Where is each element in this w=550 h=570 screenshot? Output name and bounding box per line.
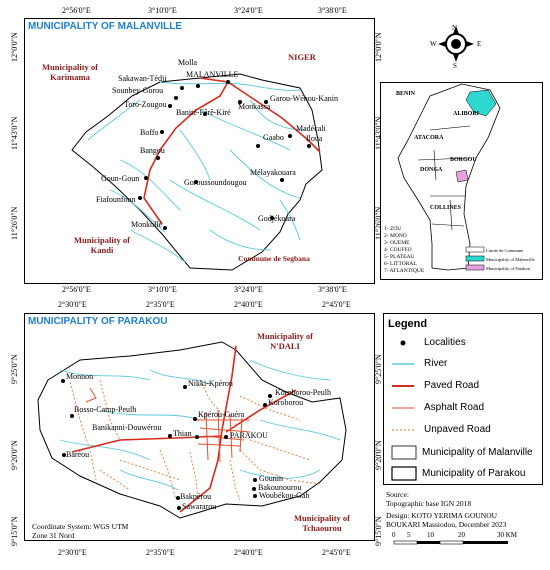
malanville-left-coord: 12°0'0"N [10, 32, 19, 62]
inset-key: Municipality of Malanville [486, 257, 535, 262]
scale-tick: 0 [392, 531, 396, 539]
place-label: Bakounourou [258, 483, 302, 492]
parakou-left-coord: 9°15'0"N [10, 516, 19, 546]
place-label: Goroussoundougou [184, 178, 247, 187]
parakou-right-coord: 9°25'0"N [374, 354, 383, 384]
inset-legend: 1- ZOU 2- MONO 3- OUEME 4- COUFFO 5- PLATEAU 6- LITTORAL 7- ATLANTIQUE [384, 226, 425, 274]
credits: Source: Topographic base IGN 2018 Design: KOTO YERIMA GOUNOU BOUKARI Massiodou, December 2023 [386, 490, 507, 529]
inset-label: DONGA [420, 167, 443, 173]
place-label: Woubékou-Gah [259, 491, 310, 500]
malanville-top-coord: 3°38'0"E [318, 6, 347, 15]
malanville-bottom-coord: 2°56'0"E [62, 285, 91, 294]
legend-title: Legend [388, 318, 428, 330]
place-label: Monkollé [131, 220, 163, 229]
legend-item: Municipality of Parakou [422, 468, 526, 479]
malanville-right-coord: 12°0'0"N [374, 32, 383, 62]
parakou-right-coord: 9°20'0"N [374, 440, 383, 470]
region-tchaourou: Municipality of Tchaourou [294, 513, 350, 533]
place-label: Gounin [259, 474, 283, 483]
inset-country: BENIN [396, 91, 416, 97]
place-label: Banité-Fêrê-Kiré [176, 108, 231, 117]
place-label: Fiafounfoun [96, 195, 136, 204]
place-label: Madécali [296, 124, 326, 133]
parakou-bottom-coord: 2°35'0"E [146, 548, 175, 557]
inset-label: COLLINES [430, 205, 462, 211]
place-label: Monnon [66, 372, 94, 381]
place-label: Nikki-Kpérou [188, 379, 233, 388]
region-niger: NIGER [288, 52, 316, 62]
place-label: Mélayakouara [250, 168, 296, 177]
parakou-right-coord: 9°15'0"N [374, 516, 383, 546]
place-label: Godjékoara [258, 214, 296, 223]
parakou-bottom-coord: 2°30'0"E [58, 548, 87, 557]
parakou-left-coord: 9°20'0"N [10, 440, 19, 470]
region-kandi: Municipality of Kandi [74, 235, 130, 255]
place-label: Gaabo [263, 133, 284, 142]
scale-tick: 10 [427, 531, 434, 539]
place-label: Bosso-Camp-Peulh [74, 405, 137, 414]
place-label: Boffo [140, 128, 159, 137]
place-label: Iloua [306, 134, 323, 143]
legend-item: Paved Road [424, 380, 480, 391]
place-label: Toro-Zougou [124, 100, 167, 109]
malanville-bottom-coord: 3°24'0"E [234, 285, 263, 294]
place-label: Thian [173, 429, 192, 438]
legend-item: Municipality of Malanville [422, 447, 533, 458]
inset-key: Limite de Commune [486, 248, 524, 253]
place-label: Koroborou-Peulh [275, 388, 331, 397]
malanville-bottom-coord: 3°10'0"E [148, 285, 177, 294]
place-label: Sounbey-Gorou [112, 86, 164, 95]
malanville-top-coord: 3°24'0"E [234, 6, 263, 15]
parakou-map-title: MUNICIPALITY OF PARAKOU [28, 316, 168, 327]
parakou-top-coord: 2°35'0"E [146, 300, 175, 309]
place-label: Goun-Goun [101, 174, 140, 183]
legend-item: Asphalt Road [424, 402, 485, 413]
region-karimama: Municipality of Karimama [42, 62, 98, 82]
place-label: Bangou [140, 146, 165, 155]
place-label: Monkassa [238, 102, 271, 111]
place-label: Molla [178, 58, 198, 67]
region-ndali: Municipality of N'DALI [257, 331, 313, 351]
inset-label: ALIBORI [453, 111, 480, 117]
place-label: Kpérou-Guéra [198, 410, 245, 419]
inset-label: BORGOU [450, 157, 477, 163]
place-label: Banikanni-Douwérou [92, 423, 162, 432]
place-label: Garou-Wénou-Kanin [270, 94, 338, 103]
parakou-top-coord: 2°30'0"E [58, 300, 87, 309]
malanville-right-coord: 11°26'0"N [374, 206, 383, 240]
malanville-top-coord: 3°10'0"E [148, 6, 177, 15]
region-segbana: Commune de Segbana [238, 254, 310, 263]
parakou-bottom-coord: 2°40'0"E [234, 548, 263, 557]
parakou-left-coord: 9°25'0"N [10, 354, 19, 384]
legend-item: Unpaved Road [424, 424, 491, 435]
malanville-map-title: MUNICIPALITY OF MALANVILLE [28, 21, 183, 32]
malanville-left-coord: 11°26'0"N [10, 206, 19, 240]
place-label: MALANVILLE [186, 70, 239, 79]
place-label: Bakpérou [180, 492, 212, 501]
scale-tick: 30 KM [497, 531, 518, 539]
parakou-bottom-coord: 2°45'0"E [322, 548, 351, 557]
inset-label: ATACORA [414, 135, 444, 141]
parakou-top-coord: 2°40'0"E [234, 300, 263, 309]
malanville-right-coord: 11°43'0"N [374, 116, 383, 150]
place-label: Sawararou [182, 502, 217, 511]
parakou-crs: Coordinate System: WGS UTM Zone 31 Nord [32, 522, 129, 540]
place-label: Koroborou [268, 398, 304, 407]
malanville-top-coord: 2°56'0"E [62, 6, 91, 15]
malanville-left-coord: 11°43'0"N [10, 116, 19, 150]
place-label: PARAKOU [230, 431, 268, 440]
place-label: Sakawan-Tédji [118, 74, 167, 83]
scale-tick: 20 [458, 531, 465, 539]
scale-bar [394, 541, 508, 544]
place-label: Baréou [66, 450, 90, 459]
scale-tick: 5 [407, 531, 411, 539]
legend-item: Localities [424, 337, 466, 348]
legend-item: River [424, 358, 448, 369]
malanville-bottom-coord: 3°38'0"E [318, 285, 347, 294]
inset-key: Municipality of Parakou [486, 266, 530, 271]
parakou-top-coord: 2°45'0"E [322, 300, 351, 309]
